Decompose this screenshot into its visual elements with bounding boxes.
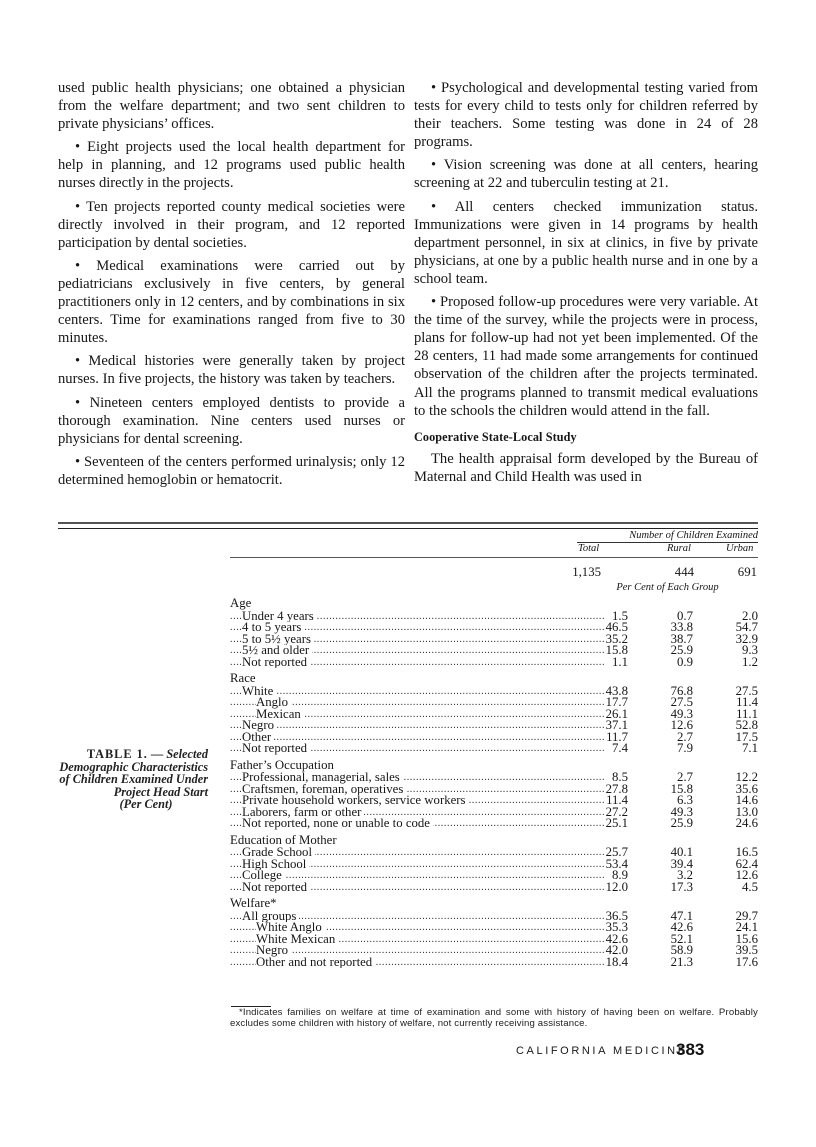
section-row-race xyxy=(230,668,758,686)
row-label: White Anglo xyxy=(256,922,325,934)
row-label: Private household workers, service workers xyxy=(242,795,469,807)
cell-urban: 11.4 xyxy=(736,695,758,709)
bullet-paragraph: • Medical histories were generally taken by project nurses. In five projects, the history was taken by teachers. xyxy=(58,353,405,388)
section-title: Age xyxy=(230,596,252,610)
column-header-urban: Urban xyxy=(726,543,754,554)
row-label: 5 to 5½ years xyxy=(242,634,314,646)
bullet-paragraph: • Ten projects reported county medical societies were directly involved in their program, and 12 reported participation by dental societies. xyxy=(58,198,405,251)
bullet-paragraph: • Eight projects used the local health department for help in planning, and 12 programs used public health nurses directly in the projects. xyxy=(58,139,405,192)
cell-rural: 21.3 xyxy=(670,954,693,969)
cell-total: 1.5 xyxy=(612,608,629,623)
table-number: TABLE 1. xyxy=(86,747,148,761)
bullet-paragraph: • Nineteen centers employed dentists to provide a thorough examination. Nine centers used nurses or physicians for dental screening. xyxy=(58,394,405,447)
cell-rural: 47.1 xyxy=(670,908,693,923)
row-label: Not reported xyxy=(242,882,310,894)
row-label: White xyxy=(242,686,276,698)
demographics-table xyxy=(230,593,758,968)
cell-rural: 42.6 xyxy=(670,920,693,934)
section-title: Father’s Occupation xyxy=(230,757,334,772)
section-title: Welfare* xyxy=(230,896,277,910)
cell-rural: 7.9 xyxy=(677,741,693,755)
row-label: Other xyxy=(242,732,274,744)
row-label: Professional, managerial, sales xyxy=(242,772,403,784)
cell-rural: 3.2 xyxy=(677,868,693,882)
cell-rural: 39.4 xyxy=(670,856,693,871)
footnote-text: *Indicates families on welfare at time of examination and some with history of having been on welfare. Probably excludes some children with history of welfare, not currently receiving assistance. xyxy=(230,1007,758,1029)
cell-urban: 16.5 xyxy=(735,845,758,859)
row-label: Mexican xyxy=(256,709,304,721)
cell-urban: 17.6 xyxy=(735,954,758,969)
cell-urban: 12.6 xyxy=(735,868,758,882)
cell-rural: 6.3 xyxy=(677,793,693,807)
cell-rural: 58.9 xyxy=(670,943,693,957)
row-label: Not reported xyxy=(242,657,310,669)
table-row xyxy=(230,818,758,830)
bullet-paragraph: • Proposed follow-up procedures were very variable. At the time of the survey, while the projects were in process, plans for follow-up had not yet been implemented. Of the 28 centers, 11 had made some arrangements for continued observation of the children after the projects terminated. All the programs planned to transmit medical evaluations to the schools the children would attend in the fall. xyxy=(414,294,758,419)
cell-total: 11.7 xyxy=(606,729,629,744)
table-top-rule xyxy=(58,522,758,529)
cell-total: 26.1 xyxy=(605,706,629,721)
cell-urban: 27.5 xyxy=(735,683,758,698)
cell-total: 25.1 xyxy=(605,816,629,830)
count-urban: 691 xyxy=(737,565,757,579)
cell-total: 27.2 xyxy=(605,804,629,819)
cell-rural: 0.7 xyxy=(677,608,693,623)
cell-urban: 7.1 xyxy=(742,741,758,755)
cell-rural: 49.3 xyxy=(670,804,693,819)
column-header-rural: Rural xyxy=(667,543,691,554)
cell-total: 8.5 xyxy=(612,770,629,784)
cell-rural: 17.3 xyxy=(670,879,693,894)
cell-rural: 12.6 xyxy=(670,718,693,732)
section-row-age xyxy=(230,593,758,611)
row-label: Not reported xyxy=(242,743,310,755)
cell-urban: 35.6 xyxy=(735,781,758,796)
cell-total: 15.8 xyxy=(605,643,629,657)
section-row-welfare xyxy=(230,893,758,911)
section-row-fathers-occupation xyxy=(230,755,758,773)
cell-rural: 15.8 xyxy=(670,781,693,796)
table-row xyxy=(230,882,758,894)
journal-name: CALIFORNIA MEDICINE xyxy=(516,1045,688,1057)
cell-rural: 2.7 xyxy=(677,729,693,744)
bullet-paragraph: • Psychological and developmental testing varied from tests for every child to tests only for children referred by their teachers. Some testing was done in 24 of 28 programs. xyxy=(414,80,758,151)
cell-total: 37.1 xyxy=(605,718,629,732)
cell-rural: 0.9 xyxy=(677,654,693,669)
cell-rural: 27.5 xyxy=(670,695,693,709)
cell-urban: 32.9 xyxy=(735,631,758,646)
cell-urban: 14.6 xyxy=(735,793,758,807)
table-row xyxy=(230,657,758,669)
cell-rural: 2.7 xyxy=(677,770,693,784)
table-unit: (Per Cent) xyxy=(119,797,173,812)
cell-total: 11.4 xyxy=(606,793,629,807)
cell-total: 17.7 xyxy=(605,695,629,709)
cell-total: 8.9 xyxy=(612,868,629,882)
bullet-paragraph: • All centers checked immunization status. Immunizations were given in 14 programs by health department personnel, in six at clinics, in five by private physicians, at one by a public health nurse and in one by a school team. xyxy=(414,198,758,287)
cell-total: 27.8 xyxy=(605,781,629,796)
row-label: Under 4 years xyxy=(242,611,317,623)
bullet-paragraph: • Medical examinations were carried out by pediatricians exclusively in five centers, by general practitioners only in 12 centers, and by combinations in six centers. Time for examinations ranged from five to 30 minutes. xyxy=(58,257,405,347)
cell-urban: 9.3 xyxy=(742,643,758,657)
row-label: Negro xyxy=(256,945,291,957)
cell-total: 12.0 xyxy=(605,879,629,894)
cell-rural: 25.9 xyxy=(670,816,693,830)
paragraph: used public health physicians; one obtained a physician from the welfare department; and two sent children to private physicians’ offices. xyxy=(58,80,405,133)
paragraph: The health appraisal form developed by the Bureau of Maternal and Child Health was used in xyxy=(414,450,758,485)
cell-urban: 52.8 xyxy=(735,718,758,732)
row-label: Grade School xyxy=(242,847,315,859)
cell-total: 42.6 xyxy=(605,931,629,946)
row-label: Other and not reported xyxy=(256,957,375,969)
count-total: 1,135 xyxy=(572,565,601,579)
cell-urban: 4.5 xyxy=(742,879,758,894)
cell-total: 1.1 xyxy=(612,654,629,669)
cell-urban: 24.1 xyxy=(735,920,758,934)
cell-total: 53.4 xyxy=(605,856,629,871)
row-label: 4 to 5 years xyxy=(242,622,304,634)
row-label: High School xyxy=(242,859,309,871)
cell-urban: 17.5 xyxy=(735,729,758,744)
table-caption xyxy=(58,748,208,811)
bullet-paragraph: • Vision screening was done at all centers, hearing screening at 22 and tuberculin testing at 21. xyxy=(414,157,758,192)
row-label: 5½ and older xyxy=(242,645,312,657)
column-header-total: Total xyxy=(578,543,600,554)
cell-urban: 2.0 xyxy=(742,608,758,623)
section-title: Race xyxy=(230,671,256,685)
header-bottom-rule xyxy=(230,557,758,558)
cell-urban: 13.0 xyxy=(735,804,758,819)
section-heading: Cooperative State-Local Study xyxy=(414,429,577,444)
cell-rural: 49.3 xyxy=(670,706,693,721)
table-row xyxy=(230,743,758,755)
column-group-header: Number of Children Examined xyxy=(629,530,758,541)
cell-rural: 33.8 xyxy=(670,620,693,634)
page-number: 383 xyxy=(676,1040,705,1059)
cell-total: 35.3 xyxy=(605,920,629,934)
bullet-paragraph: • Seventeen of the centers performed urinalysis; only 12 determined hemoglobin or hematocrit. xyxy=(58,453,405,488)
cell-total: 42.0 xyxy=(605,943,629,957)
cell-urban: 12.2 xyxy=(735,770,758,784)
row-label: Craftsmen, foreman, operatives xyxy=(242,784,406,796)
cell-urban: 15.6 xyxy=(735,931,758,946)
caption-dash: — xyxy=(147,747,167,761)
cell-urban: 54.7 xyxy=(735,620,758,634)
row-label: White Mexican xyxy=(256,934,338,946)
cell-total: 36.5 xyxy=(605,908,629,923)
right-text-column xyxy=(414,79,758,491)
row-label: Laborers, farm or other xyxy=(242,807,364,819)
cell-urban: 62.4 xyxy=(735,856,758,871)
cell-urban: 24.6 xyxy=(735,816,758,830)
count-rural: 444 xyxy=(674,565,694,579)
row-label: Negro xyxy=(242,720,277,732)
cell-total: 18.4 xyxy=(605,954,629,969)
per-cent-subheader: Per Cent of Each Group xyxy=(616,582,719,593)
cell-rural: 52.1 xyxy=(670,931,693,946)
cell-urban: 1.2 xyxy=(742,654,758,669)
cell-total: 35.2 xyxy=(605,631,629,646)
cell-urban: 39.5 xyxy=(735,943,758,957)
row-label: College xyxy=(242,870,285,882)
cell-rural: 40.1 xyxy=(670,845,693,859)
cell-total: 46.5 xyxy=(605,620,629,634)
table-row xyxy=(230,957,758,969)
cell-total: 7.4 xyxy=(612,741,629,755)
table-footnote xyxy=(230,1007,758,1029)
cell-total: 25.7 xyxy=(605,845,629,859)
section-row-education-of-mother xyxy=(230,830,758,848)
row-label: All groups xyxy=(242,911,299,923)
cell-rural: 25.9 xyxy=(670,643,693,657)
section-title: Education of Mother xyxy=(230,832,337,847)
cell-rural: 76.8 xyxy=(670,683,693,698)
table-title: Selected Demographic Characteristics of Children Examined Under Project Head Start xyxy=(59,747,208,799)
row-label: Not reported, none or unable to code xyxy=(242,818,433,830)
cell-total: 43.8 xyxy=(605,683,629,698)
cell-rural: 38.7 xyxy=(670,631,693,646)
cell-urban: 29.7 xyxy=(735,908,758,923)
left-text-column xyxy=(58,79,405,494)
cell-urban: 11.1 xyxy=(736,706,758,721)
row-label: Anglo xyxy=(256,697,291,709)
